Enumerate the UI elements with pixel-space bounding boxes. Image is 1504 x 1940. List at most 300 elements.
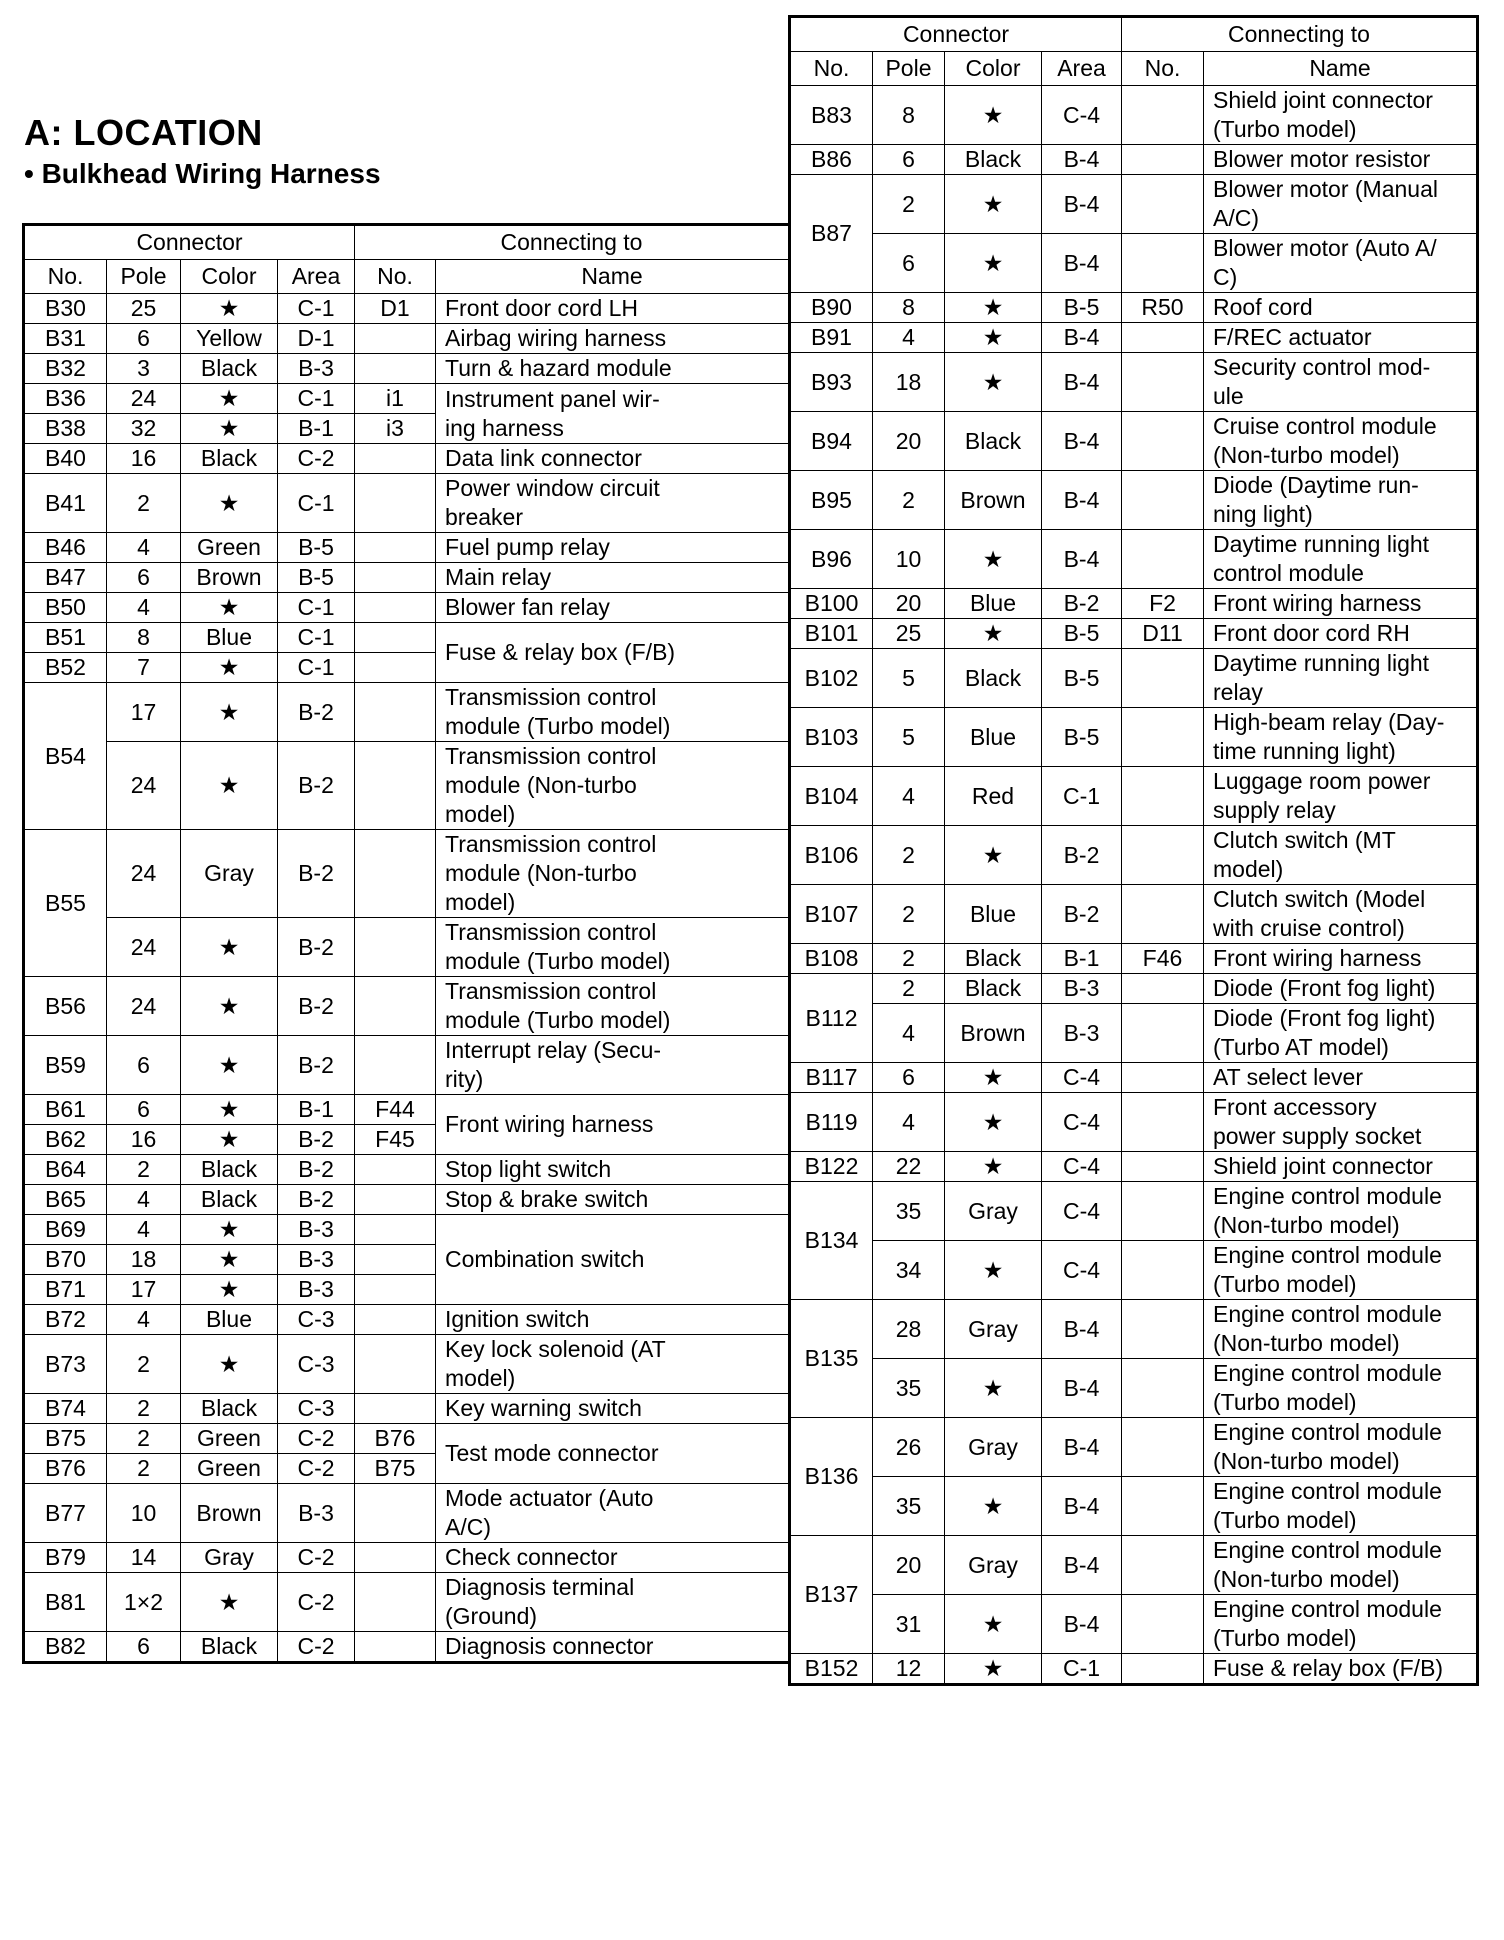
pole-cell: 4: [873, 323, 945, 353]
connecting-no-cell: [355, 444, 436, 474]
connector-no-cell: B96: [790, 530, 873, 589]
table-row: [24, 683, 790, 742]
pole-cell: 4: [107, 1305, 181, 1335]
area-cell: B-2: [278, 683, 355, 742]
area-cell: B-2: [278, 1036, 355, 1095]
area-cell: C-2: [278, 1573, 355, 1632]
connector-no-cell: B69: [24, 1215, 107, 1245]
connecting-name-cell: Engine control module (Turbo model): [1204, 1241, 1478, 1300]
connecting-name-cell: Luggage room power supply relay: [1204, 767, 1478, 826]
connecting-no-cell: B75: [355, 1454, 436, 1484]
header-connector: Connector: [24, 225, 355, 260]
area-cell: B-5: [1042, 649, 1122, 708]
connecting-no-cell: [1122, 412, 1204, 471]
color-cell: ★: [181, 1335, 278, 1394]
color-cell: ★: [945, 1063, 1042, 1093]
color-cell: Black: [181, 1155, 278, 1185]
table-row: [790, 175, 1478, 234]
connector-no-cell: B102: [790, 649, 873, 708]
area-cell: B-4: [1042, 1536, 1122, 1595]
connector-no-cell: B47: [24, 563, 107, 593]
connector-no-cell: B46: [24, 533, 107, 563]
connector-no-cell: B136: [790, 1418, 873, 1536]
area-cell: C-4: [1042, 1152, 1122, 1182]
table-row: [790, 1536, 1478, 1595]
connecting-no-cell: [1122, 1477, 1204, 1536]
area-cell: B-3: [278, 1275, 355, 1305]
header-pole: Pole: [873, 52, 945, 86]
area-cell: B-4: [1042, 530, 1122, 589]
header-row-group: [790, 17, 1478, 52]
header-row-columns: [24, 260, 790, 294]
color-cell: ★: [945, 1152, 1042, 1182]
color-cell: ★: [945, 1359, 1042, 1418]
pole-cell: 16: [107, 1125, 181, 1155]
connector-no-cell: B152: [790, 1654, 873, 1685]
color-cell: ★: [181, 683, 278, 742]
table-row: [24, 1215, 790, 1245]
area-cell: B-4: [1042, 353, 1122, 412]
area-cell: B-4: [1042, 1477, 1122, 1536]
pole-cell: 28: [873, 1300, 945, 1359]
connector-no-cell: B31: [24, 324, 107, 354]
connecting-no-cell: [355, 1573, 436, 1632]
color-cell: Blue: [945, 708, 1042, 767]
table-row: [790, 234, 1478, 293]
connecting-no-cell: [355, 683, 436, 742]
area-cell: B-2: [278, 918, 355, 977]
pole-cell: 1×2: [107, 1573, 181, 1632]
connecting-name-cell: Transmission control module (Turbo model): [436, 918, 790, 977]
connecting-no-cell: [355, 1185, 436, 1215]
connecting-name-cell: Engine control module (Non-turbo model): [1204, 1418, 1478, 1477]
color-cell: ★: [181, 1275, 278, 1305]
connecting-no-cell: [355, 1275, 436, 1305]
connecting-name-cell: Power window circuit breaker: [436, 474, 790, 533]
connecting-no-cell: [1122, 1654, 1204, 1685]
connector-no-cell: B86: [790, 145, 873, 175]
color-cell: ★: [181, 1125, 278, 1155]
pole-cell: 4: [873, 1004, 945, 1063]
color-cell: Blue: [945, 885, 1042, 944]
color-cell: Black: [945, 974, 1042, 1004]
color-cell: Gray: [945, 1300, 1042, 1359]
pole-cell: 17: [107, 1275, 181, 1305]
connecting-name-cell: Transmission control module (Non-turbo model): [436, 830, 790, 918]
header-no: No.: [24, 260, 107, 294]
connecting-no-cell: [355, 623, 436, 653]
header-row-group: [24, 225, 790, 260]
pole-cell: 2: [873, 944, 945, 974]
color-cell: Brown: [181, 563, 278, 593]
pole-cell: 6: [107, 1036, 181, 1095]
area-cell: C-1: [278, 593, 355, 623]
area-cell: B-3: [278, 354, 355, 384]
connecting-name-cell: Front wiring harness: [1204, 589, 1478, 619]
color-cell: ★: [181, 1036, 278, 1095]
pole-cell: 3: [107, 354, 181, 384]
area-cell: B-2: [1042, 885, 1122, 944]
color-cell: ★: [181, 918, 278, 977]
connecting-name-cell: Stop & brake switch: [436, 1185, 790, 1215]
area-cell: C-3: [278, 1305, 355, 1335]
connector-no-cell: B75: [24, 1424, 107, 1454]
connector-no-cell: B77: [24, 1484, 107, 1543]
color-cell: ★: [945, 86, 1042, 145]
connecting-name-cell: Engine control module (Turbo model): [1204, 1477, 1478, 1536]
color-cell: Gray: [945, 1182, 1042, 1241]
pole-cell: 8: [873, 293, 945, 323]
table-row: [24, 1573, 790, 1632]
connecting-no-cell: B76: [355, 1424, 436, 1454]
pole-cell: 2: [873, 175, 945, 234]
pole-cell: 8: [873, 86, 945, 145]
connecting-no-cell: [1122, 1418, 1204, 1477]
color-cell: Red: [945, 767, 1042, 826]
pole-cell: 8: [107, 623, 181, 653]
connecting-no-cell: [355, 474, 436, 533]
pole-cell: 2: [107, 1394, 181, 1424]
color-cell: ★: [181, 294, 278, 324]
connecting-name-cell: Diode (Daytime run- ning light): [1204, 471, 1478, 530]
area-cell: C-4: [1042, 1182, 1122, 1241]
connecting-no-cell: [355, 1305, 436, 1335]
table-row: [790, 353, 1478, 412]
pole-cell: 12: [873, 1654, 945, 1685]
connecting-no-cell: [1122, 1359, 1204, 1418]
color-cell: Black: [945, 944, 1042, 974]
pole-cell: 4: [873, 767, 945, 826]
table-row: [790, 1004, 1478, 1063]
color-cell: ★: [945, 234, 1042, 293]
connecting-no-cell: D1: [355, 294, 436, 324]
table-row: [24, 1632, 790, 1663]
table-row: [24, 1484, 790, 1543]
table-row: [24, 444, 790, 474]
pole-cell: 18: [107, 1245, 181, 1275]
connecting-name-cell: Front door cord LH: [436, 294, 790, 324]
pole-cell: 10: [873, 530, 945, 589]
area-cell: B-2: [278, 742, 355, 830]
table-row: [790, 1152, 1478, 1182]
area-cell: C-2: [278, 1632, 355, 1663]
pole-cell: 20: [873, 412, 945, 471]
connecting-no-cell: [355, 1215, 436, 1245]
color-cell: ★: [181, 1095, 278, 1125]
area-cell: B-2: [1042, 589, 1122, 619]
area-cell: C-2: [278, 444, 355, 474]
connector-no-cell: B71: [24, 1275, 107, 1305]
connector-no-cell: B74: [24, 1394, 107, 1424]
area-cell: C-4: [1042, 1063, 1122, 1093]
table-row: [790, 708, 1478, 767]
table-row: [24, 742, 790, 830]
pole-cell: 22: [873, 1152, 945, 1182]
connecting-name-cell: Blower motor (Manual A/C): [1204, 175, 1478, 234]
pole-cell: 4: [873, 1093, 945, 1152]
table-row: [790, 1182, 1478, 1241]
connecting-no-cell: [1122, 471, 1204, 530]
color-cell: ★: [945, 323, 1042, 353]
area-cell: C-4: [1042, 1241, 1122, 1300]
pole-cell: 2: [873, 826, 945, 885]
connecting-no-cell: [1122, 1241, 1204, 1300]
color-cell: Yellow: [181, 324, 278, 354]
color-cell: Green: [181, 533, 278, 563]
color-cell: Brown: [945, 471, 1042, 530]
table-row: [24, 1036, 790, 1095]
table-row: [790, 944, 1478, 974]
connector-no-cell: B40: [24, 444, 107, 474]
connecting-name-cell: Transmission control module (Non-turbo model): [436, 742, 790, 830]
pole-cell: 32: [107, 414, 181, 444]
connector-no-cell: B122: [790, 1152, 873, 1182]
connecting-name-cell: Key warning switch: [436, 1394, 790, 1424]
header-row-columns: [790, 52, 1478, 86]
color-cell: Brown: [945, 1004, 1042, 1063]
connector-no-cell: B95: [790, 471, 873, 530]
pole-cell: 24: [107, 742, 181, 830]
area-cell: C-1: [278, 294, 355, 324]
table-row: [24, 593, 790, 623]
color-cell: ★: [181, 414, 278, 444]
color-cell: ★: [945, 1093, 1042, 1152]
header-connecting-no: No.: [1122, 52, 1204, 86]
pole-cell: 6: [873, 234, 945, 293]
pole-cell: 6: [107, 324, 181, 354]
color-cell: Green: [181, 1424, 278, 1454]
connecting-no-cell: [355, 1155, 436, 1185]
connecting-no-cell: [1122, 530, 1204, 589]
area-cell: B-3: [1042, 1004, 1122, 1063]
area-cell: B-4: [1042, 145, 1122, 175]
connector-no-cell: B101: [790, 619, 873, 649]
area-cell: B-3: [1042, 974, 1122, 1004]
color-cell: Gray: [945, 1536, 1042, 1595]
pole-cell: 16: [107, 444, 181, 474]
table-row: [24, 474, 790, 533]
pole-cell: 24: [107, 830, 181, 918]
connector-no-cell: B91: [790, 323, 873, 353]
pole-cell: 6: [107, 1632, 181, 1663]
pole-cell: 25: [107, 294, 181, 324]
connecting-no-cell: [355, 354, 436, 384]
color-cell: ★: [181, 384, 278, 414]
connector-no-cell: B36: [24, 384, 107, 414]
connecting-name-cell: Front door cord RH: [1204, 619, 1478, 649]
pole-cell: 4: [107, 533, 181, 563]
page-heading: A: LOCATION: [24, 112, 263, 153]
area-cell: B-2: [278, 1125, 355, 1155]
pole-cell: 2: [873, 885, 945, 944]
connecting-no-cell: [355, 1394, 436, 1424]
connecting-name-cell: Front wiring harness: [436, 1095, 790, 1155]
pole-cell: 2: [873, 471, 945, 530]
area-cell: B-2: [278, 977, 355, 1036]
header-connecting-to: Connecting to: [355, 225, 790, 260]
connector-no-cell: B107: [790, 885, 873, 944]
pole-cell: 35: [873, 1477, 945, 1536]
header-area: Area: [1042, 52, 1122, 86]
color-cell: Black: [181, 1185, 278, 1215]
area-cell: B-1: [1042, 944, 1122, 974]
color-cell: Black: [945, 412, 1042, 471]
pole-cell: 7: [107, 653, 181, 683]
area-cell: B-4: [1042, 1595, 1122, 1654]
color-cell: ★: [181, 742, 278, 830]
color-cell: Gray: [945, 1418, 1042, 1477]
connecting-name-cell: Mode actuator (Auto A/C): [436, 1484, 790, 1543]
connector-no-cell: B79: [24, 1543, 107, 1573]
table-row: [790, 1093, 1478, 1152]
color-cell: ★: [181, 1573, 278, 1632]
pole-cell: 6: [107, 1095, 181, 1125]
connecting-name-cell: Daytime running light relay: [1204, 649, 1478, 708]
pole-cell: 25: [873, 619, 945, 649]
area-cell: B-4: [1042, 234, 1122, 293]
table-row: [24, 354, 790, 384]
table-row: [790, 1300, 1478, 1359]
pole-cell: 2: [107, 1424, 181, 1454]
header-connecting-to: Connecting to: [1122, 17, 1478, 52]
connecting-no-cell: [355, 563, 436, 593]
table-row: [790, 323, 1478, 353]
area-cell: B-4: [1042, 412, 1122, 471]
connecting-no-cell: [355, 1632, 436, 1663]
connector-no-cell: B117: [790, 1063, 873, 1093]
table-row: [790, 1063, 1478, 1093]
connecting-no-cell: [355, 830, 436, 918]
area-cell: B-2: [278, 830, 355, 918]
connecting-no-cell: [1122, 826, 1204, 885]
connecting-name-cell: Data link connector: [436, 444, 790, 474]
pole-cell: 2: [107, 474, 181, 533]
table-row: [790, 589, 1478, 619]
area-cell: C-2: [278, 1424, 355, 1454]
connector-no-cell: B93: [790, 353, 873, 412]
color-cell: Green: [181, 1454, 278, 1484]
connecting-name-cell: Diode (Front fog light): [1204, 974, 1478, 1004]
area-cell: C-1: [1042, 767, 1122, 826]
pole-cell: 24: [107, 977, 181, 1036]
table-row: [24, 1185, 790, 1215]
connecting-no-cell: [1122, 649, 1204, 708]
connecting-name-cell: Interrupt relay (Secu- rity): [436, 1036, 790, 1095]
header-pole: Pole: [107, 260, 181, 294]
area-cell: C-1: [278, 384, 355, 414]
table-row: [790, 530, 1478, 589]
color-cell: ★: [945, 293, 1042, 323]
color-cell: ★: [945, 1241, 1042, 1300]
area-cell: B-4: [1042, 1300, 1122, 1359]
connector-no-cell: B94: [790, 412, 873, 471]
connector-no-cell: B119: [790, 1093, 873, 1152]
area-cell: B-4: [1042, 1418, 1122, 1477]
table-row: [790, 649, 1478, 708]
connecting-no-cell: [355, 918, 436, 977]
connecting-name-cell: Instrument panel wir- ing harness: [436, 384, 790, 444]
connector-no-cell: B135: [790, 1300, 873, 1418]
connecting-name-cell: Test mode connector: [436, 1424, 790, 1484]
connector-no-cell: B72: [24, 1305, 107, 1335]
connecting-no-cell: F46: [1122, 944, 1204, 974]
color-cell: ★: [181, 653, 278, 683]
table-row: [24, 294, 790, 324]
color-cell: ★: [945, 175, 1042, 234]
connecting-no-cell: [1122, 1063, 1204, 1093]
connecting-name-cell: Clutch switch (MT model): [1204, 826, 1478, 885]
connecting-no-cell: [355, 533, 436, 563]
connecting-no-cell: [1122, 767, 1204, 826]
table-row: [24, 1394, 790, 1424]
connecting-no-cell: [355, 653, 436, 683]
table-row: [24, 623, 790, 653]
pole-cell: 20: [873, 1536, 945, 1595]
area-cell: D-1: [278, 324, 355, 354]
table-row: [790, 1418, 1478, 1477]
connecting-no-cell: F45: [355, 1125, 436, 1155]
area-cell: B-5: [1042, 708, 1122, 767]
connecting-name-cell: Roof cord: [1204, 293, 1478, 323]
area-cell: C-2: [278, 1543, 355, 1573]
header-no: No.: [790, 52, 873, 86]
color-cell: ★: [945, 1477, 1042, 1536]
area-cell: C-4: [1042, 86, 1122, 145]
table-body: [24, 294, 790, 1663]
color-cell: Blue: [181, 1305, 278, 1335]
pole-cell: 24: [107, 918, 181, 977]
area-cell: B-3: [278, 1215, 355, 1245]
connector-no-cell: B104: [790, 767, 873, 826]
connecting-name-cell: Diode (Front fog light) (Turbo AT model): [1204, 1004, 1478, 1063]
connector-no-cell: B137: [790, 1536, 873, 1654]
connecting-no-cell: [1122, 86, 1204, 145]
connecting-name-cell: Shield joint connector: [1204, 1152, 1478, 1182]
pole-cell: 4: [107, 593, 181, 623]
area-cell: B-5: [1042, 293, 1122, 323]
connector-no-cell: B87: [790, 175, 873, 293]
connector-no-cell: B73: [24, 1335, 107, 1394]
connecting-name-cell: Fuse & relay box (F/B): [436, 623, 790, 683]
color-cell: Black: [181, 354, 278, 384]
connecting-no-cell: [355, 977, 436, 1036]
connecting-name-cell: Diagnosis connector: [436, 1632, 790, 1663]
area-cell: C-3: [278, 1335, 355, 1394]
color-cell: ★: [181, 1245, 278, 1275]
pole-cell: 2: [873, 974, 945, 1004]
connecting-no-cell: [355, 593, 436, 623]
area-cell: C-1: [278, 474, 355, 533]
connecting-name-cell: Front wiring harness: [1204, 944, 1478, 974]
color-cell: Black: [181, 1632, 278, 1663]
header-color: Color: [181, 260, 278, 294]
connector-no-cell: B65: [24, 1185, 107, 1215]
area-cell: C-2: [278, 1454, 355, 1484]
connecting-name-cell: Engine control module (Non-turbo model): [1204, 1300, 1478, 1359]
pole-cell: 35: [873, 1359, 945, 1418]
color-cell: Black: [181, 444, 278, 474]
connector-no-cell: B76: [24, 1454, 107, 1484]
pole-cell: 34: [873, 1241, 945, 1300]
table-row: [790, 885, 1478, 944]
area-cell: B-5: [278, 563, 355, 593]
table-row: [790, 1359, 1478, 1418]
area-cell: B-4: [1042, 323, 1122, 353]
connecting-no-cell: [1122, 1300, 1204, 1359]
table-row: [790, 293, 1478, 323]
connecting-name-cell: Combination switch: [436, 1215, 790, 1305]
connecting-no-cell: [355, 1036, 436, 1095]
